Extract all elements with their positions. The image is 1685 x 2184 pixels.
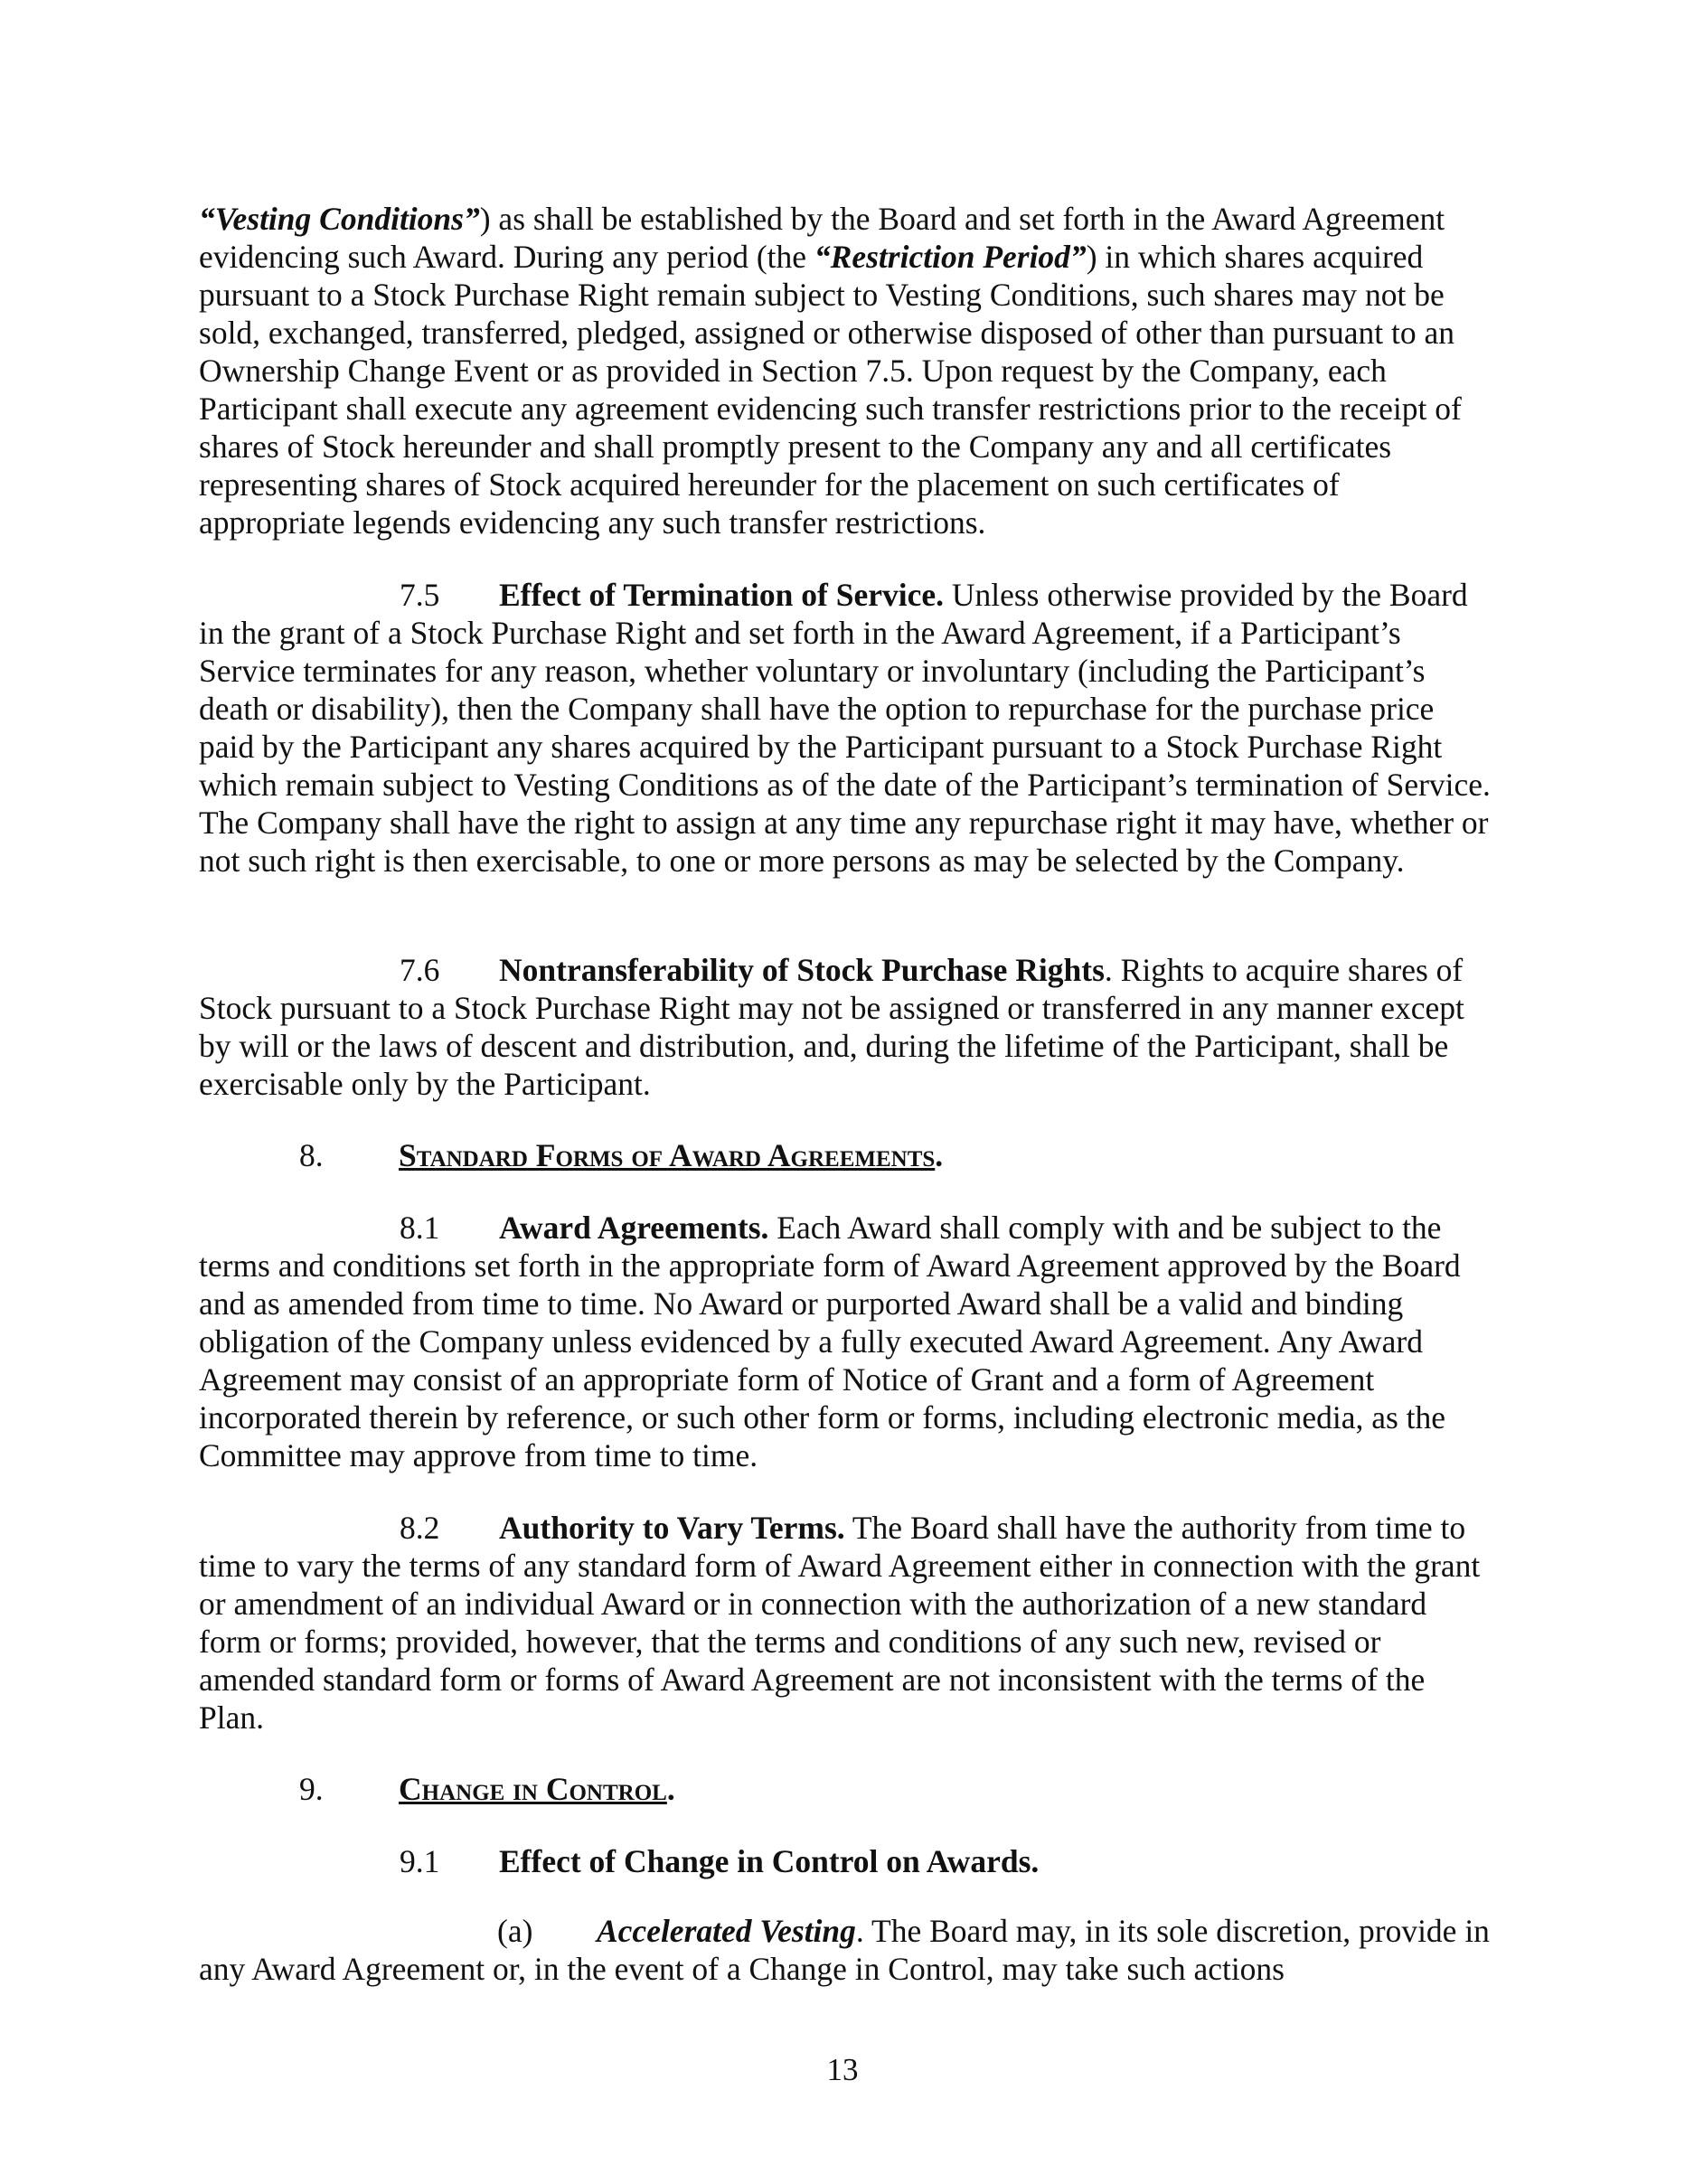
- section-8-1: [199, 1209, 1493, 1474]
- section-number: 9.1: [400, 1843, 440, 1879]
- section-7-5: [199, 576, 1493, 880]
- punctuation: .: [666, 1771, 675, 1807]
- text: ) in which shares acquired pursuant to a Stock Purchase Right remain subject to Vesting Conditions, such shares may not be sold, exchanged, transferred, pledged, assigned or otherwise disposed of other than pursuant to an Ownership Change Event or as provided in Section 7.5. Upon request by the Company, each Participant shall execute any agreement evidencing such transfer restrictions prior to the receipt of shares of Stock hereunder and shall promptly present to the Company any and all certificates representing shares of Stock acquired hereunder for the placement on such certificates of appropriate legends evidencing any such transfer restrictions.: [199, 239, 1462, 541]
- section-number: 9.: [299, 1771, 324, 1807]
- defined-term: Vesting Conditions: [214, 201, 464, 237]
- defined-term: “Restriction Period”: [814, 239, 1087, 275]
- quote: ”: [463, 201, 480, 237]
- section-text: . Rights to acquire shares of Stock pursuant to a Stock Purchase Right may not be assigned or transferred in any manner except by will or the laws of descent and distribution, and, during the lifetime of the Participant, shall be exercisable only by the Participant.: [199, 952, 1464, 1102]
- paragraph-vesting-conditions: [199, 200, 1493, 541]
- section-8-heading: [199, 1136, 1493, 1174]
- section-text: The Board shall have the authority from time to time to vary the terms of any standard form of Award Agreement either in connection with the grant or amendment of an individual Award or in connection with the authorization of a new standard form or forms; provided, however, that the terms and conditions of any such new, revised or amended standard form or forms of Award Agreement are not inconsistent with the terms of the Plan.: [199, 1510, 1481, 1736]
- section-9-heading: [199, 1770, 1493, 1808]
- section-text: Unless otherwise provided by the Board in the grant of a Stock Purchase Right and set forth in the Award Agreement, if a Participant’s Service terminates for any reason, whether voluntary or involuntary (including the Participant’s death or disability), then the Company shall have the option to repurchase for the purchase price paid by the Participant any shares acquired by the Participant pursuant to a Stock Purchase Right which remain subject to Vesting Conditions as of the date of the Participant’s termination of Service. The Company shall have the right to assign at any time any repurchase right it may have, whether or not such right is then exercisable, to one or more persons as may be selected by the Company.: [199, 577, 1491, 879]
- section-number: (a): [497, 1913, 533, 1949]
- section-number: 8.: [299, 1137, 324, 1173]
- section-title: Nontransferability of Stock Purchase Rights: [499, 952, 1105, 988]
- section-title: Award Agreements.: [499, 1210, 769, 1246]
- section-9-1: [199, 1842, 1493, 1880]
- section-text: Each Award shall comply with and be subject to the terms and conditions set forth in the appropriate form of Award Agreement approved by the Board and as amended from time to time. No Award or purported Award shall be a valid and binding obligation of the Company unless evidenced by a fully executed Award Agreement. Any Award Agreement may consist of an appropriate form of Notice of Grant and a form of Agreement incorporated therein by reference, or such other form or forms, including electronic media, as the Committee may approve from time to time.: [199, 1210, 1461, 1473]
- section-title: Authority to Vary Terms.: [499, 1510, 845, 1546]
- section-8-2: [199, 1509, 1493, 1737]
- section-number: 7.5: [400, 577, 440, 613]
- section-title: Standard Forms of Award Agreements: [399, 1137, 936, 1173]
- section-number: 8.2: [400, 1510, 440, 1546]
- section-number: 8.1: [400, 1210, 440, 1246]
- text: ) as shall be established by the Board and set forth in the Award Agreement evidencing such Award. During any period (the: [199, 201, 1445, 275]
- section-title: Effect of Termination of Service.: [499, 577, 944, 613]
- section-title: Accelerated Vesting: [597, 1913, 856, 1949]
- section-title: Effect of Change in Control on Awards.: [499, 1843, 1040, 1879]
- section-7-6: [199, 951, 1493, 1103]
- section-9-1-a: [199, 1912, 1493, 1988]
- punctuation: .: [935, 1137, 944, 1173]
- section-text: . The Board may, in its sole discretion, provide in any Award Agreement or, in the event of a Change in Control, may take such actions: [199, 1913, 1490, 1987]
- section-title: Change in Control: [399, 1771, 667, 1807]
- quote: “: [199, 201, 215, 237]
- page-number: 13: [826, 2052, 859, 2087]
- section-number: 7.6: [400, 952, 440, 988]
